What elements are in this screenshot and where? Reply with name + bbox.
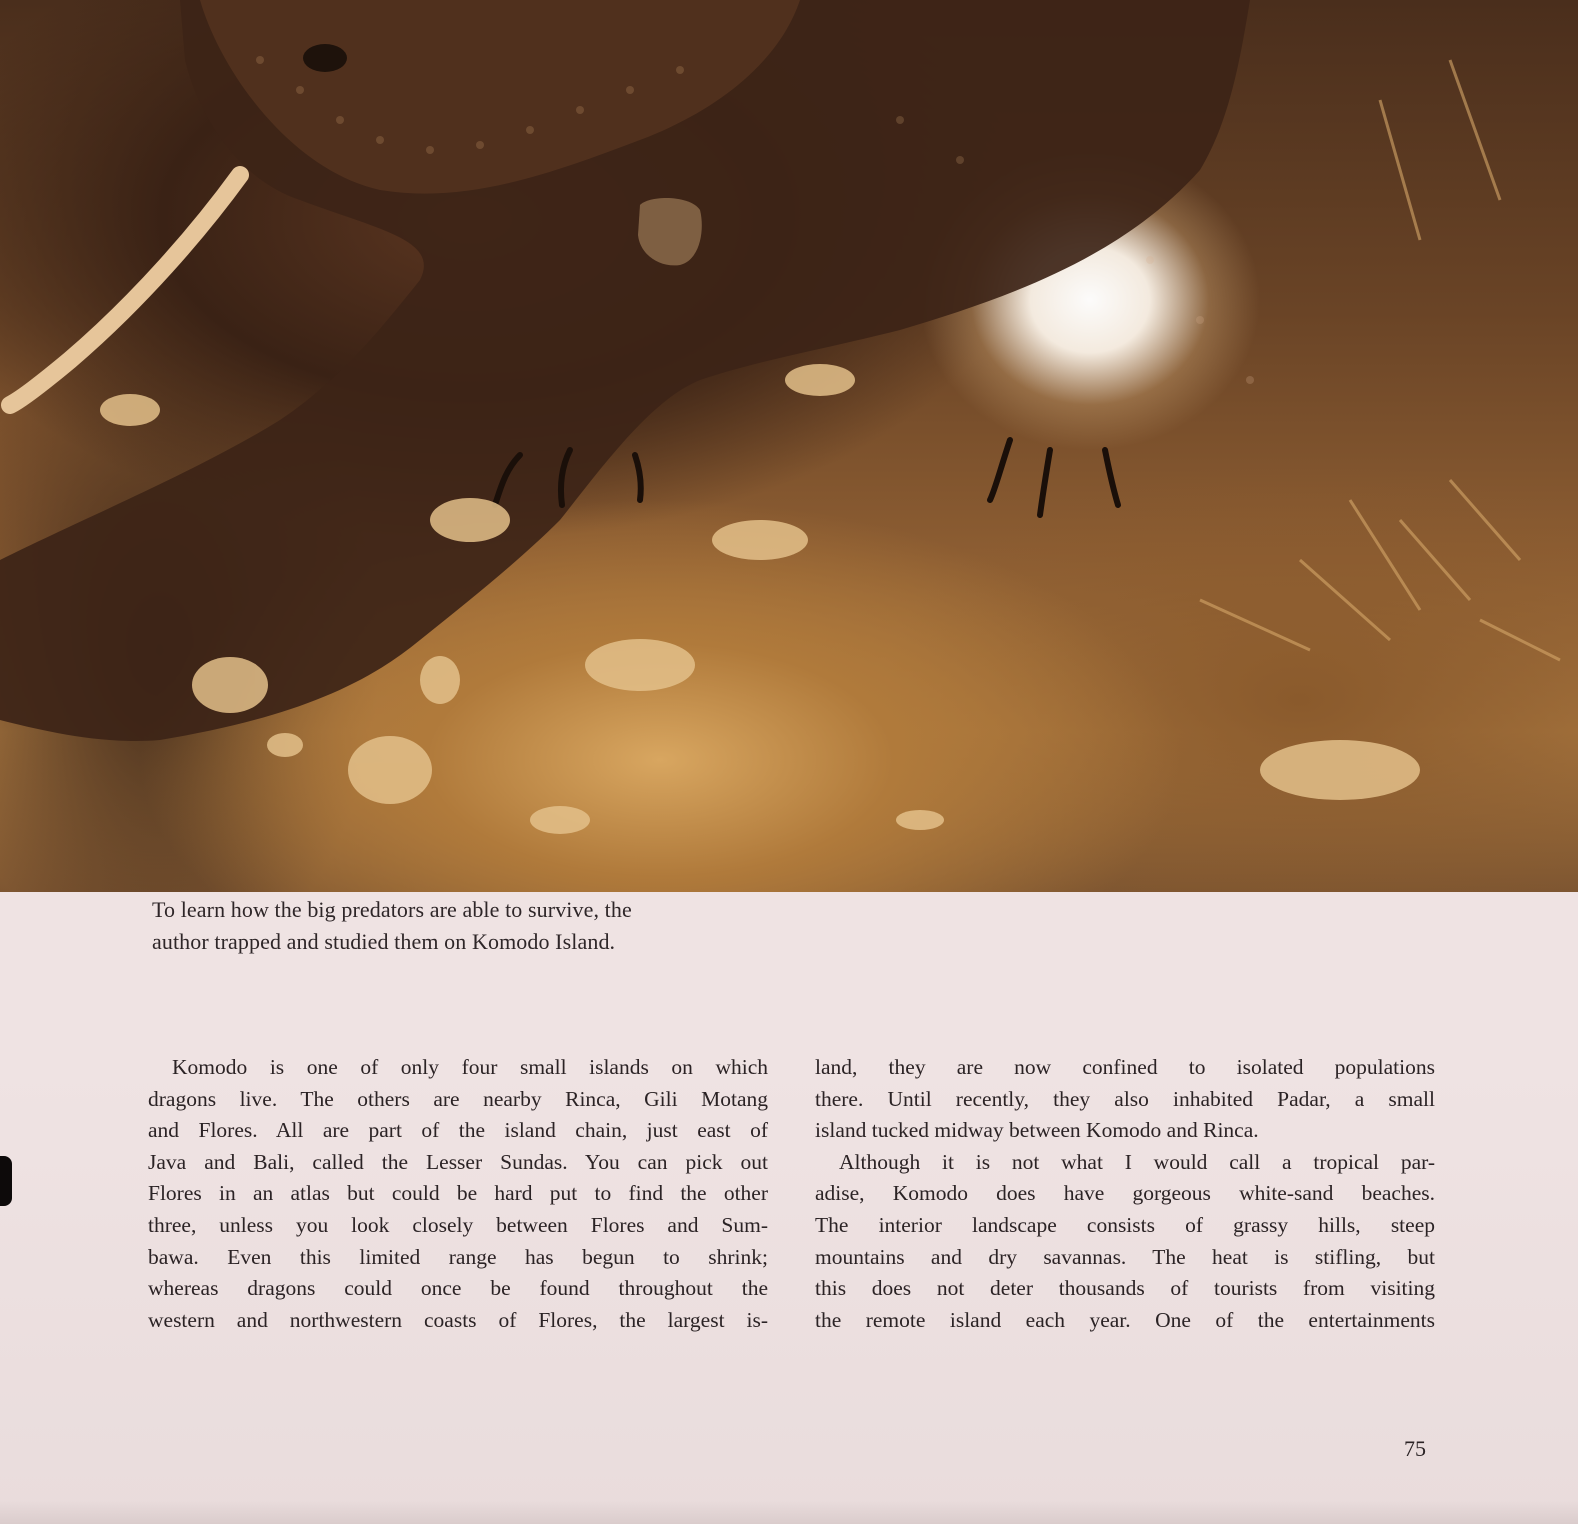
paragraph-line: dragons live. The others are nearby Rinca, Gili Motang xyxy=(148,1086,768,1111)
paragraph-line: Although it is not what I would call a tropical par- xyxy=(839,1149,1435,1174)
paragraph-line: the remote island each year. One of the entertainments xyxy=(815,1307,1435,1332)
page-bottom-shadow xyxy=(0,1500,1578,1524)
caption-line: To learn how the big predators are able to survive, the xyxy=(152,897,632,922)
paragraph-line: this does not deter thousands of tourists from visiting xyxy=(815,1276,1435,1301)
paragraph-line: adise, Komodo does have gorgeous white-sand beaches. xyxy=(815,1181,1435,1206)
paragraph-line: Komodo is one of only four small islands on which xyxy=(172,1055,768,1079)
page-edge-mark xyxy=(0,1156,12,1206)
paragraph-line: there. Until recently, they also inhabited Padar, a small xyxy=(815,1086,1435,1111)
paragraph-line: Java and Bali, called the Lesser Sundas. You can pick out xyxy=(148,1149,768,1174)
article-column-left xyxy=(148,1052,768,1336)
dragon-eye xyxy=(303,44,347,72)
paragraph-line: mountains and dry savannas. The heat is stifling, but xyxy=(815,1244,1435,1269)
paragraph-line: whereas dragons could once be found throughout the xyxy=(148,1276,768,1301)
paragraph-line: three, unless you look closely between Flores and Sum- xyxy=(148,1212,768,1237)
caption-line: author trapped and studied them on Komodo Island. xyxy=(152,929,616,954)
stick-shape xyxy=(10,175,240,405)
article-column-right xyxy=(815,1052,1435,1336)
paragraph-line: land, they are now confined to isolated populations xyxy=(815,1055,1435,1079)
paragraph-line: Flores in an atlas but could be hard put to find the other xyxy=(148,1181,768,1206)
paragraph-line: island tucked midway between Komodo and Rinca. xyxy=(815,1118,1259,1143)
paragraph-line: The interior landscape consists of grassy hills, steep xyxy=(815,1212,1435,1237)
paragraph-line: western and northwestern coasts of Flores, the largest is- xyxy=(148,1307,768,1332)
paragraph-line: bawa. Even this limited range has begun to shrink; xyxy=(148,1244,768,1269)
photo-caption xyxy=(152,894,792,958)
paragraph-line: and Flores. All are part of the island chain, just east of xyxy=(148,1118,768,1143)
page-number: 75 xyxy=(1404,1436,1426,1461)
dry-grass xyxy=(1200,60,1560,660)
